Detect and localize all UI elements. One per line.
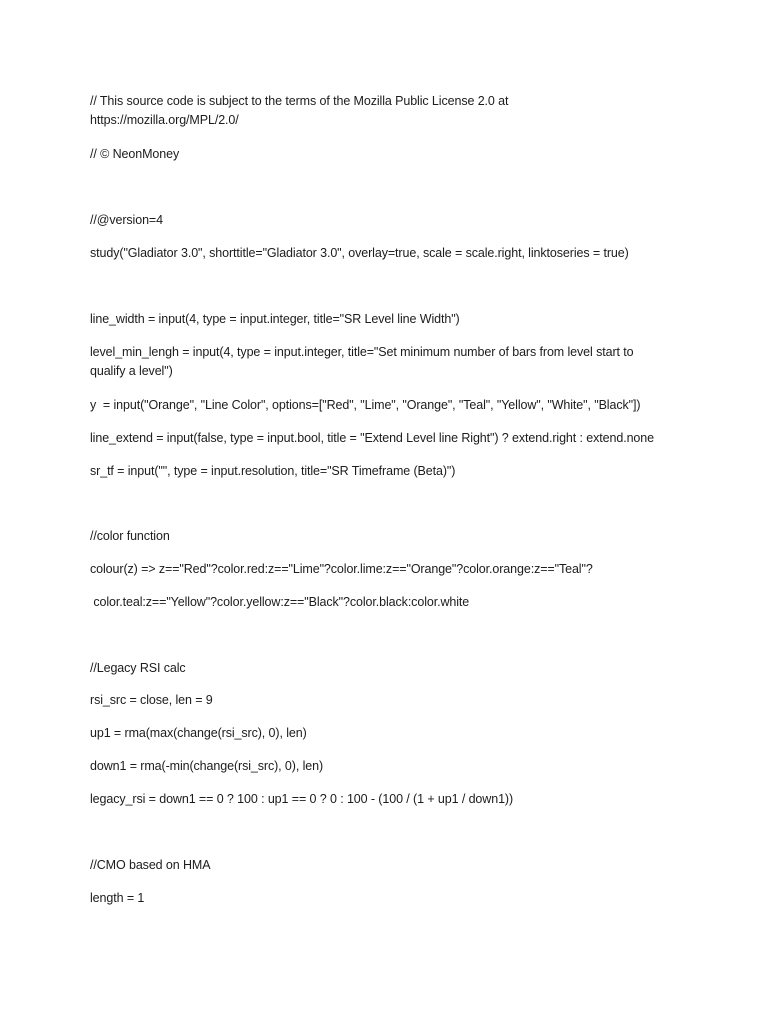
- colour-function-line-2: color.teal:z=="Yellow"?color.yellow:z=="Black"?color.black:color.white: [90, 595, 470, 609]
- down1-assignment: down1 = rma(-min(change(rsi_src), 0), len): [90, 759, 324, 773]
- copyright-comment: // © NeonMoney: [90, 147, 180, 161]
- color-function-comment: //color function: [90, 529, 170, 543]
- line-color-input: y = input("Orange", "Line Color", options=["Red", "Lime", "Orange", "Teal", "Yellow", "White", "Black"]): [90, 398, 641, 412]
- license-comment-line-1: // This source code is subject to the terms of the Mozilla Public License 2.0 at: [90, 94, 509, 108]
- line-extend-input: line_extend = input(false, type = input.bool, title = "Extend Level line Right") ? extend.right : extend.none: [90, 431, 654, 445]
- study-declaration: study("Gladiator 3.0", shorttitle="Gladiator 3.0", overlay=true, scale = scale.right, linktoseries = true): [90, 246, 629, 260]
- colour-function-line-1: colour(z) => z=="Red"?color.red:z=="Lime"?color.lime:z=="Orange"?color.orange:z=="Teal"?: [90, 562, 593, 576]
- up1-assignment: up1 = rma(max(change(rsi_src), 0), len): [90, 726, 307, 740]
- legacy-rsi-comment: //Legacy RSI calc: [90, 661, 186, 675]
- level-min-length-input-line-2: qualify a level"): [90, 364, 173, 378]
- length-assignment: length = 1: [90, 891, 145, 905]
- cmo-hma-comment: //CMO based on HMA: [90, 858, 211, 872]
- rsi-src-assignment: rsi_src = close, len = 9: [90, 693, 213, 707]
- line-width-input: line_width = input(4, type = input.integer, title="SR Level line Width"): [90, 312, 460, 326]
- license-comment-line-2: https://mozilla.org/MPL/2.0/: [90, 113, 239, 127]
- legacy-rsi-assignment: legacy_rsi = down1 == 0 ? 100 : up1 == 0 ? 0 : 100 - (100 / (1 + up1 / down1)): [90, 792, 514, 806]
- version-comment: //@version=4: [90, 213, 163, 227]
- sr-timeframe-input: sr_tf = input("", type = input.resolution, title="SR Timeframe (Beta)"): [90, 464, 456, 478]
- level-min-length-input-line-1: level_min_lengh = input(4, type = input.integer, title="Set minimum number of bars from level start to: [90, 345, 634, 359]
